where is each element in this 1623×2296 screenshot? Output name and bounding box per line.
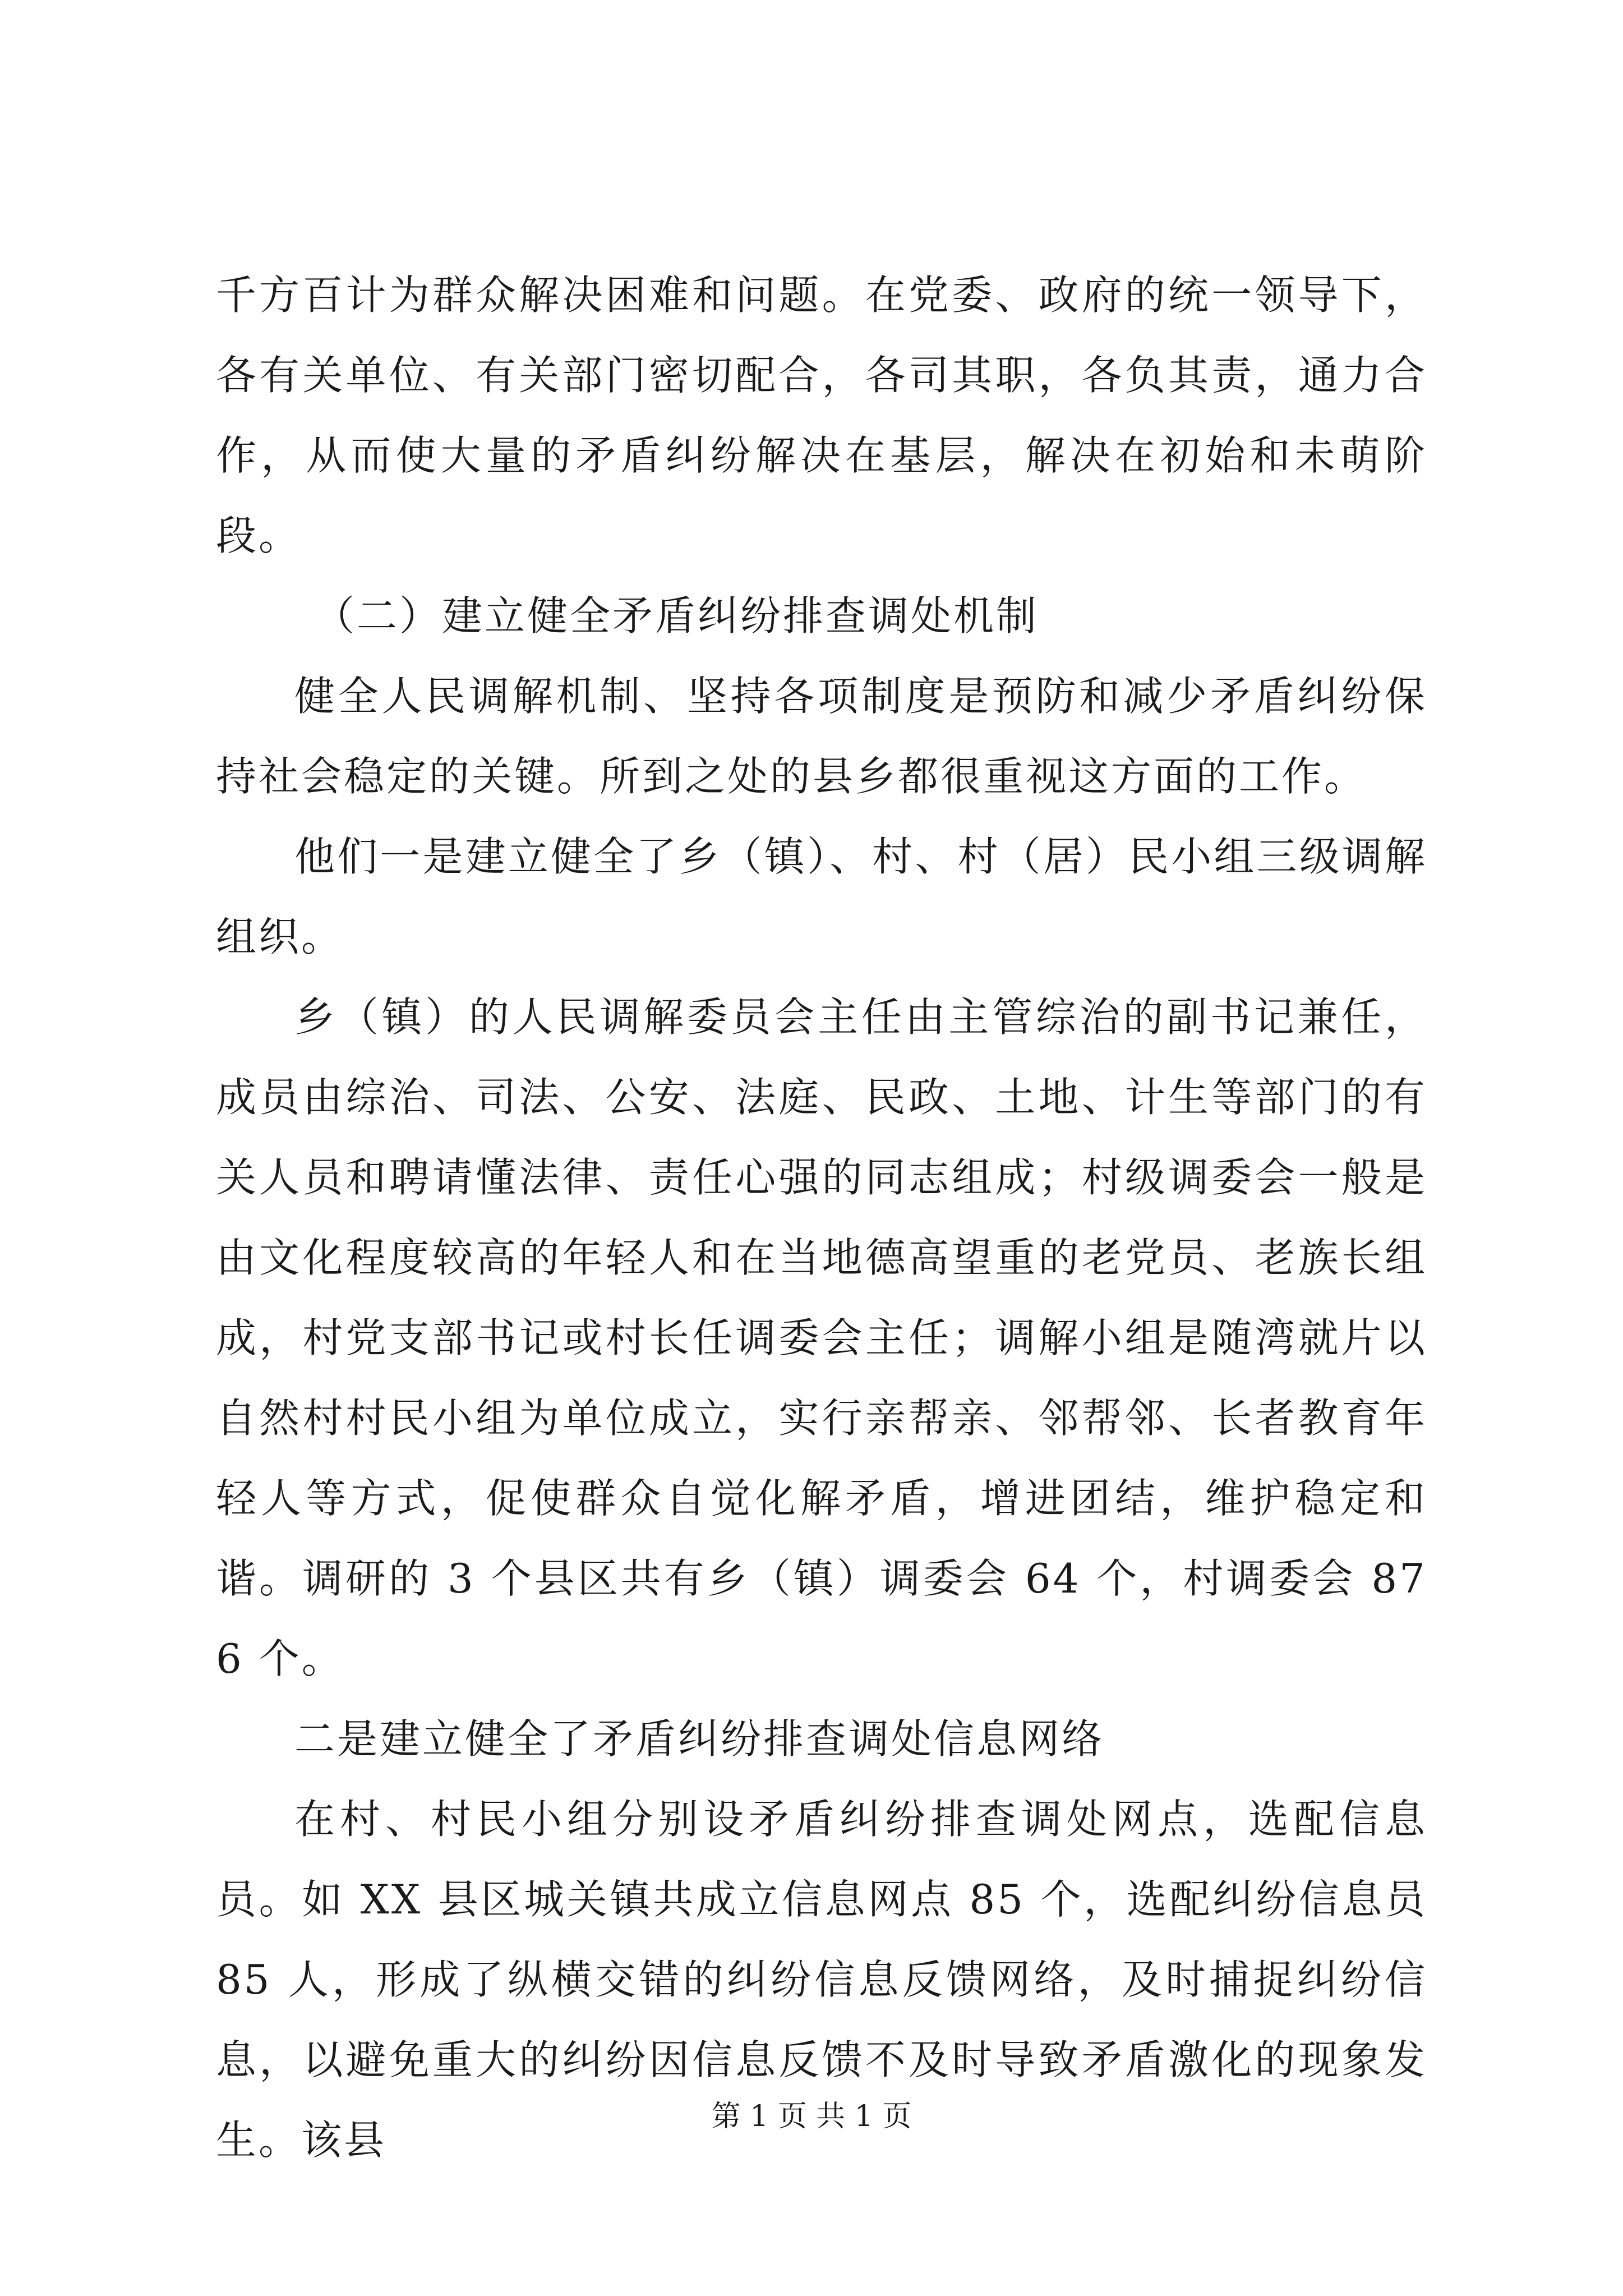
document-body	[216, 255, 1427, 2180]
section-heading: （二）建立健全矛盾纠纷排查调处机制	[314, 592, 1039, 639]
page-number-footer: 第 1 页 共 1 页	[711, 2100, 912, 2133]
paragraph-information-network: 在村、村民小组分别设矛盾纠纷排查调处网点，选配信息员。如 XX 县区城关镇共成立信息网点 85 个，选配纠纷信息员 85 人，形成了纵横交错的纠纷信息反馈网络，及时捕捉纠纷信息，以避免重大的纠纷因信息反馈不及时导致矛盾激化的现象发生。该县	[216, 1796, 1427, 2164]
paragraph-three-level-organization: 他们一是建立健全了乡（镇）、村、村（居）民小组三级调解组织。	[216, 833, 1427, 960]
paragraph-continuation: 千方百计为群众解决困难和问题。在党委、政府的统一领导下，各有关单位、有关部门密切配合，各司其职，各负其责，通力合作，从而使大量的矛盾纠纷解决在基层，解决在初始和未萌阶段。	[216, 272, 1427, 559]
paragraph-mediation-mechanism: 健全人民调解机制、坚持各项制度是预防和减少矛盾纠纷保持社会稳定的关键。所到之处的县乡都很重视这方面的工作。	[216, 673, 1427, 800]
subheading-information-network: 二是建立健全了矛盾纠纷排查调处信息网络	[294, 1715, 1105, 1763]
paragraph-committee-composition: 乡（镇）的人民调解委员会主任由主管综治的副书记兼任，成员由综治、司法、公安、法庭、民政、土地、计生等部门的有关人员和聘请懂法律、责任心强的同志组成；村级调委会一般是由文化程度较高的年轻人和在当地德高望重的老党员、老族长组成，村党支部书记或村长任调委会主任；调解小组是随湾就片以自然村村民小组为单位成立，实行亲帮亲、邻帮邻、长者教育年轻人等方式，促使群众自觉化解矛盾，增进团结，维护稳定和谐。调研的 3 个县区共有乡（镇）调委会 64 个，村调委会 876 个。	[216, 993, 1427, 1682]
